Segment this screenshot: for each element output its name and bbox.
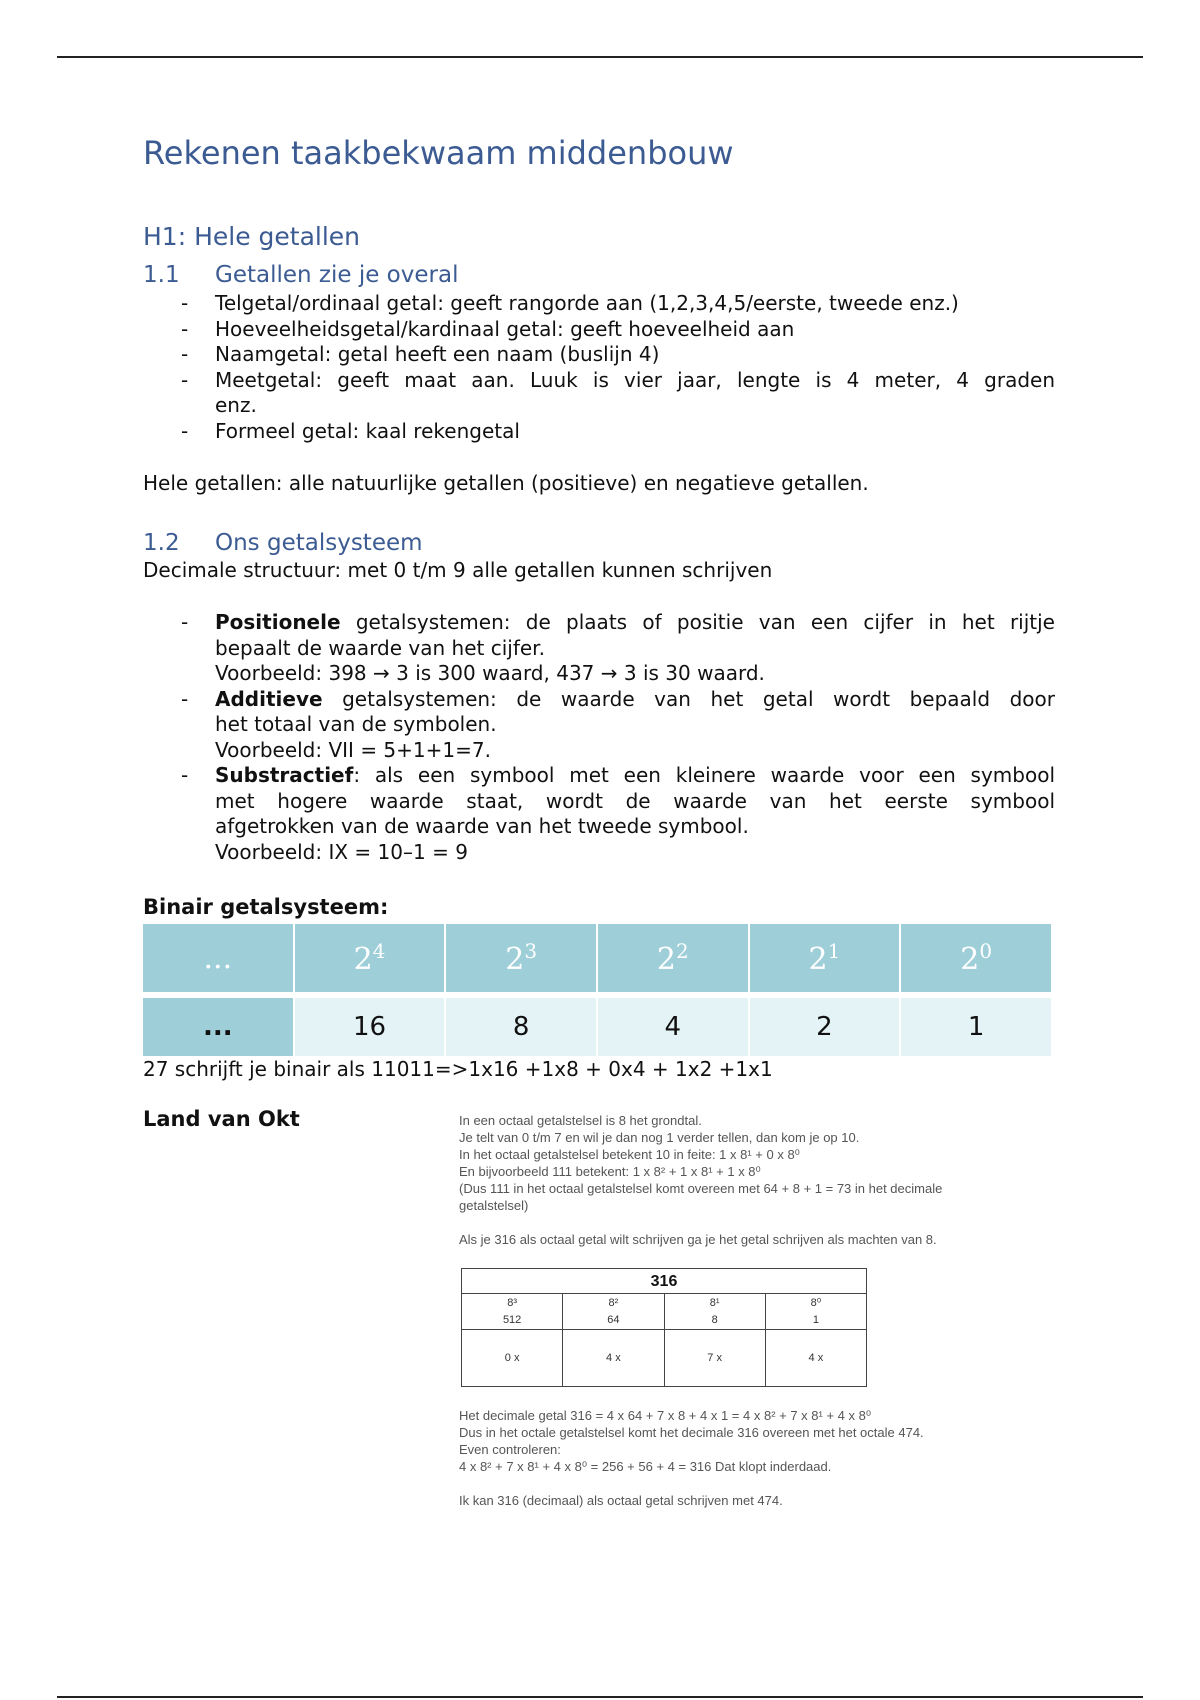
binary-table xyxy=(141,922,1053,1058)
table-cell: 1 xyxy=(901,998,1051,1056)
footer-rule xyxy=(57,1696,1143,1698)
table-cell: 4 xyxy=(598,998,748,1056)
table-row xyxy=(143,924,1051,992)
hele-getallen-text: Hele getallen: alle natuurlijke getallen (positieve) en negatieve getallen. xyxy=(143,471,869,495)
document-title: Rekenen taakbekwaam middenbouw xyxy=(143,134,734,172)
okt-result-line: 4 x 8² + 7 x 8¹ + 4 x 8⁰ = 256 + 56 + 4 = 316 Dat klopt inderdaad. xyxy=(459,1459,832,1474)
list-item: - Hoeveelheidsgetal/kardinaal getal: geeft hoeveelheid aan xyxy=(143,317,1055,343)
table-cell: ... xyxy=(143,998,293,1056)
table-cell: 8 xyxy=(446,998,596,1056)
okt-instruction: Als je 316 als octaal getal wilt schrijven ga je het getal schrijven als machten van 8. xyxy=(459,1232,937,1247)
table-cell: 512 xyxy=(462,1312,563,1330)
table-row xyxy=(462,1294,867,1313)
number-types-list xyxy=(143,291,1055,444)
section-number: 1.1 xyxy=(143,262,180,288)
table-cell: $2^3$ xyxy=(446,924,596,992)
binair-note: 27 schrijft je binair als 11011=>1x16 +1x8 + 0x4 + 1x2 +1x1 xyxy=(143,1057,773,1081)
list-item: - Telgetal/ordinaal getal: geeft rangorde aan (1,2,3,4,5/eerste, tweede enz.) xyxy=(143,291,1055,317)
list-item-additieve: - Additieve getalsystemen: de waarde van het getal wordt bepaald door het totaal van de symbolen. Voorbeeld: VII = 5+1+1=7. xyxy=(143,687,1055,764)
table-row xyxy=(462,1269,867,1294)
table-cell: 8² xyxy=(563,1294,664,1313)
okt-line: Je telt van 0 t/m 7 en wil je dan nog 1 verder tellen, dan kom je op 10. xyxy=(459,1130,860,1145)
table-row xyxy=(462,1312,867,1330)
octal-table xyxy=(461,1268,867,1387)
table-cell: 1 xyxy=(765,1312,866,1330)
list-item-substractief: - Substractief: als een symbool met een kleinere waarde voor een symbool met hogere waarde staat, wordt de waarde van het eerste symbool afgetrokken van de waarde van het tweede symbool. Voorbeeld: IX = 10–1 = 9 xyxy=(143,763,1055,865)
table-cell: 8 xyxy=(664,1312,765,1330)
table-cell: 7 x xyxy=(664,1330,765,1387)
table-cell: $2^4$ xyxy=(295,924,445,992)
table-cell: 8⁰ xyxy=(765,1294,866,1313)
binair-label: Binair getalsysteem: xyxy=(143,895,389,919)
decimale-structuur-text: Decimale structuur: met 0 t/m 9 alle getallen kunnen schrijven xyxy=(143,558,773,582)
okt-conclusion: Ik kan 316 (decimaal) als octaal getal schrijven met 474. xyxy=(459,1493,783,1508)
okt-line: In een octaal getalstelsel is 8 het grondtal. xyxy=(459,1113,702,1128)
okt-result-line: Het decimale getal 316 = 4 x 64 + 7 x 8 + 4 x 1 = 4 x 8² + 7 x 8¹ + 4 x 8⁰ xyxy=(459,1408,872,1423)
table-cell: 64 xyxy=(563,1312,664,1330)
list-item: - Formeel getal: kaal rekengetal xyxy=(143,419,1055,445)
table-cell: 16 xyxy=(295,998,445,1056)
okt-result-line: Dus in het octale getalstelsel komt het decimale 316 overeen met het octale 474. xyxy=(459,1425,924,1440)
okt-figure xyxy=(459,1112,1059,1509)
section-title: Ons getalsysteem xyxy=(215,530,423,556)
okt-line: getalstelsel) xyxy=(459,1198,529,1213)
table-cell: 8¹ xyxy=(664,1294,765,1313)
table-cell: 4 x xyxy=(765,1330,866,1387)
table-cell: 4 x xyxy=(563,1330,664,1387)
section-1-2-heading xyxy=(143,530,423,556)
list-item-positionele: - Positionele getalsystemen: de plaats of positie van een cijfer in het rijtje bepaalt de waarde van het cijfer. Voorbeeld: 398 → 3 is 300 waard, 437 → 3 is 30 waard. xyxy=(143,610,1055,687)
okt-label: Land van Okt xyxy=(143,1107,300,1131)
list-item: - Meetgetal: geeft maat aan. Luuk is vier jaar, lengte is 4 meter, 4 graden enz. xyxy=(143,368,1055,419)
table-row xyxy=(143,998,1051,1056)
okt-line: En bijvoorbeeld 111 betekent: 1 x 8² + 1 x 8¹ + 1 x 8⁰ xyxy=(459,1164,761,1179)
table-cell: $2^1$ xyxy=(750,924,900,992)
table-cell: 0 x xyxy=(462,1330,563,1387)
section-number: 1.2 xyxy=(143,530,180,556)
table-cell: 8³ xyxy=(462,1294,563,1313)
table-cell: 2 xyxy=(750,998,900,1056)
table-cell: $2^0$ xyxy=(901,924,1051,992)
section-1-1-heading xyxy=(143,262,458,288)
table-row xyxy=(462,1330,867,1387)
table-cell: $2^2$ xyxy=(598,924,748,992)
header-rule xyxy=(57,56,1143,58)
okt-result-line: Even controleren: xyxy=(459,1442,561,1457)
okt-line: (Dus 111 in het octaal getalstelsel komt overeen met 64 + 8 + 1 = 73 in het decimale xyxy=(459,1181,943,1196)
list-item: - Naamgetal: getal heeft een naam (buslijn 4) xyxy=(143,342,1055,368)
getalsystemen-list xyxy=(143,610,1055,865)
table-header-cell: 316 xyxy=(462,1269,867,1294)
chapter-heading: H1: Hele getallen xyxy=(143,222,361,251)
okt-line: In het octaal getalstelsel betekent 10 in feite: 1 x 8¹ + 0 x 8⁰ xyxy=(459,1147,800,1162)
section-title: Getallen zie je overal xyxy=(215,262,459,288)
table-cell: ... xyxy=(143,924,293,992)
